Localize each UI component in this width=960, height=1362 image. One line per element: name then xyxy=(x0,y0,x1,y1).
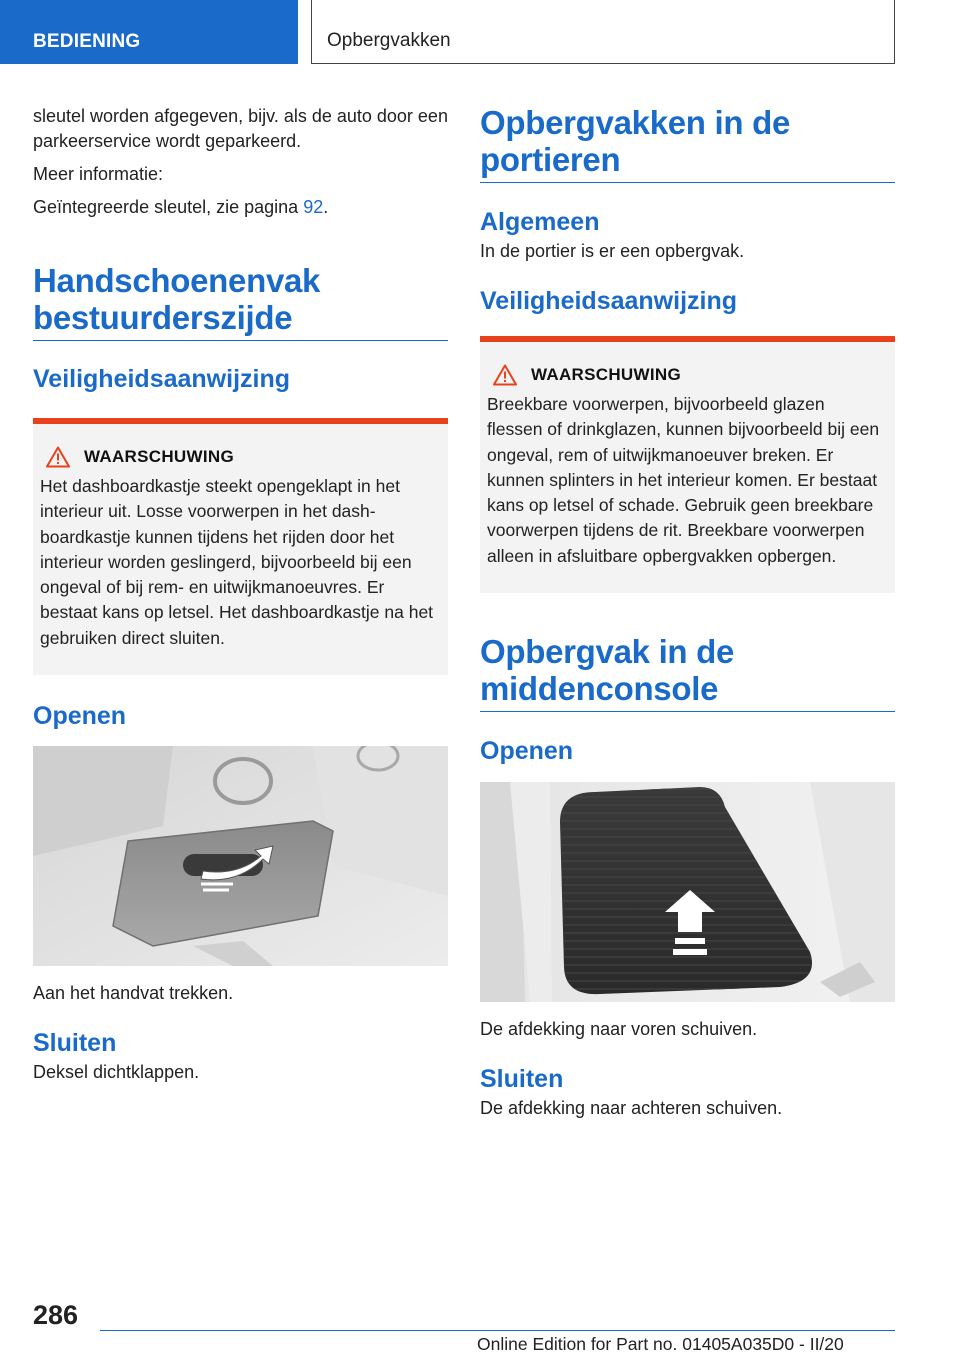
warning-title xyxy=(46,446,434,468)
warning-text: Het dashboardkastje steekt opengeklapt in het interieur uit. Losse voorwerpen in het dashboardkastje kunnen tijdens het rijden door het interieur worden geslingerd, bijvoorbeeld bij een ongeval of bij rem- en uitwijkmanoeuvres. Er bestaat kans op letsel. Het dashboardkastje na het gebruiken direct sluiten. xyxy=(40,476,434,648)
warning-title-text-right: WAARSCHUWING xyxy=(531,365,681,384)
glovebox-photo xyxy=(33,746,448,966)
heading-door-storage: Opbergvakken in de portieren xyxy=(480,104,895,183)
more-info-label: Meer informatie: xyxy=(33,164,164,184)
chapter-title: Opbergvakken xyxy=(311,0,895,64)
footer-divider xyxy=(100,1330,895,1331)
footer-edition: Online Edition for Part no. 01405A035D0 - II/20 xyxy=(477,1334,844,1354)
open-caption: Aan het handvat trekken. xyxy=(33,983,234,1004)
heading-safety: Veiligheidsaanwijzing xyxy=(33,365,291,393)
center-console-photo xyxy=(480,782,895,1002)
warning-title-right xyxy=(493,364,881,386)
section-tab: BEDIENING xyxy=(0,0,298,64)
close-text-right: De afdekking naar achteren schuiven. xyxy=(480,1098,783,1119)
heading-general: Algemeen xyxy=(480,208,600,236)
warning-text-right: Breekbare voorwerpen, bijvoorbeeld glazen flessen of drinkglazen, kunnen bijvoorbeeld bij een ongeval, rem of uitwijkmanoeuver breken. Er kunnen splinters in het interieur komen. Er bestaat kans op letsel of schade. Gebruik geen breekbare voorwerpen tijdens de rit. Breekbare voorwerpen alleen in afsluitbare opbergvakken opbergen. xyxy=(487,394,880,566)
page-number: 286 xyxy=(33,1300,79,1330)
heading-open-right: Openen xyxy=(480,737,574,766)
open-caption-right: De afdekking naar voren schuiven. xyxy=(480,1019,758,1040)
intro-paragraph: sleutel worden afgegeven, bijv. als de auto door een parkeerservice wordt geparkeerd. xyxy=(33,106,448,151)
warning-box xyxy=(33,418,448,675)
warning-triangle-icon xyxy=(493,364,517,386)
page-link[interactable]: 92 xyxy=(303,197,324,217)
heading-safety-right: Veiligheidsaanwijzing xyxy=(480,287,738,315)
heading-close-right: Sluiten xyxy=(480,1065,564,1094)
heading-glovebox: Handschoenenvak bestuurderszijde xyxy=(33,262,448,341)
right-column xyxy=(480,104,895,1129)
warning-title-text: WAARSCHUWING xyxy=(84,447,234,466)
heading-close: Sluiten xyxy=(33,1029,117,1058)
left-column xyxy=(33,104,448,1093)
warning-box-right xyxy=(480,336,895,593)
heading-center-console: Opbergvak in de middenconsole xyxy=(480,633,895,712)
cross-reference-text: Geïntegreerde sleutel, zie pagina xyxy=(33,197,304,217)
close-text: Deksel dichtklappen. xyxy=(33,1062,200,1083)
cross-reference xyxy=(33,195,448,220)
cross-reference-end: . xyxy=(323,197,329,217)
warning-triangle-icon xyxy=(46,446,70,468)
general-text: In de portier is er een opbergvak. xyxy=(480,241,745,261)
heading-open: Openen xyxy=(33,702,127,731)
